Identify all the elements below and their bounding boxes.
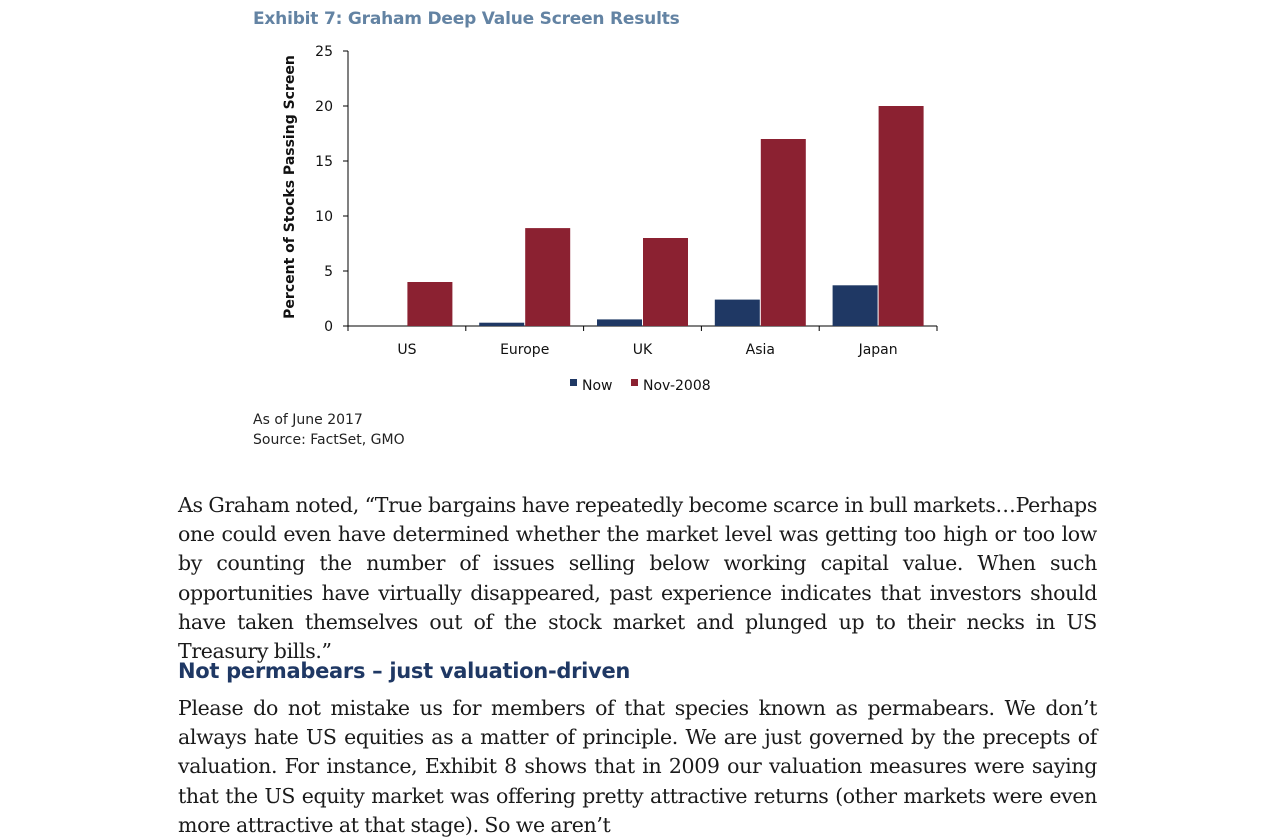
x-tick-label: US (397, 342, 417, 358)
y-axis-label: Percent of Stocks Passing Screen (282, 55, 298, 319)
bar-nov-2008 (407, 282, 452, 326)
source-note: Source: FactSet, GMO (253, 432, 405, 448)
exhibit-title: Exhibit 7: Graham Deep Value Screen Results (253, 9, 680, 29)
bar-now (715, 300, 760, 326)
body-paragraph-2: Please do not mistake us for members of that species known as permabears. We don’t always hate US equities as a matter of principle. We are just governed by the precepts of valuation. For instance, Exhibit 8 shows that in 2009 our valuation measures were saying that the US equity market was offering pretty attractive returns (other markets were even more attractive at that stage). So we aren’t (178, 696, 1097, 837)
y-axis (315, 44, 348, 335)
as-of-note: As of June 2017 (253, 412, 363, 428)
bar-now (597, 319, 642, 326)
chart-legend (570, 378, 711, 394)
bar-chart (0, 0, 1275, 410)
legend-label: Nov-2008 (643, 378, 711, 394)
x-axis (348, 326, 937, 358)
bar-now (833, 285, 878, 326)
bar-nov-2008 (525, 228, 570, 326)
bar-now (479, 323, 524, 326)
bars (407, 106, 923, 326)
bar-nov-2008 (879, 106, 924, 326)
y-tick-label: 10 (315, 209, 333, 225)
y-tick-label: 5 (324, 264, 333, 280)
x-tick-label: Europe (500, 342, 550, 358)
section-heading: Not permabears – just valuation-driven (178, 659, 631, 683)
x-tick-label: Asia (745, 342, 775, 358)
legend-swatch (631, 379, 638, 386)
y-tick-label: 25 (315, 44, 333, 60)
x-tick-label: Japan (858, 342, 898, 358)
body-paragraph-1: As Graham noted, “True bargains have repeatedly become scarce in bull markets…Perhaps one could even have determined whether the market level was getting too high or too low by counting the number of issues selling below working capital value. When such opportunities have virtually disappeared, past experience indicates that investors should have taken themselves out of the stock market and plunged up to their necks in US Treasury bills.” (178, 493, 1097, 664)
bar-nov-2008 (761, 139, 806, 326)
legend-label: Now (582, 378, 613, 394)
x-tick-label: UK (632, 342, 653, 358)
bar-nov-2008 (643, 238, 688, 326)
y-tick-label: 15 (315, 154, 333, 170)
y-tick-label: 0 (324, 319, 333, 335)
legend-swatch (570, 379, 577, 386)
y-tick-label: 20 (315, 99, 333, 115)
